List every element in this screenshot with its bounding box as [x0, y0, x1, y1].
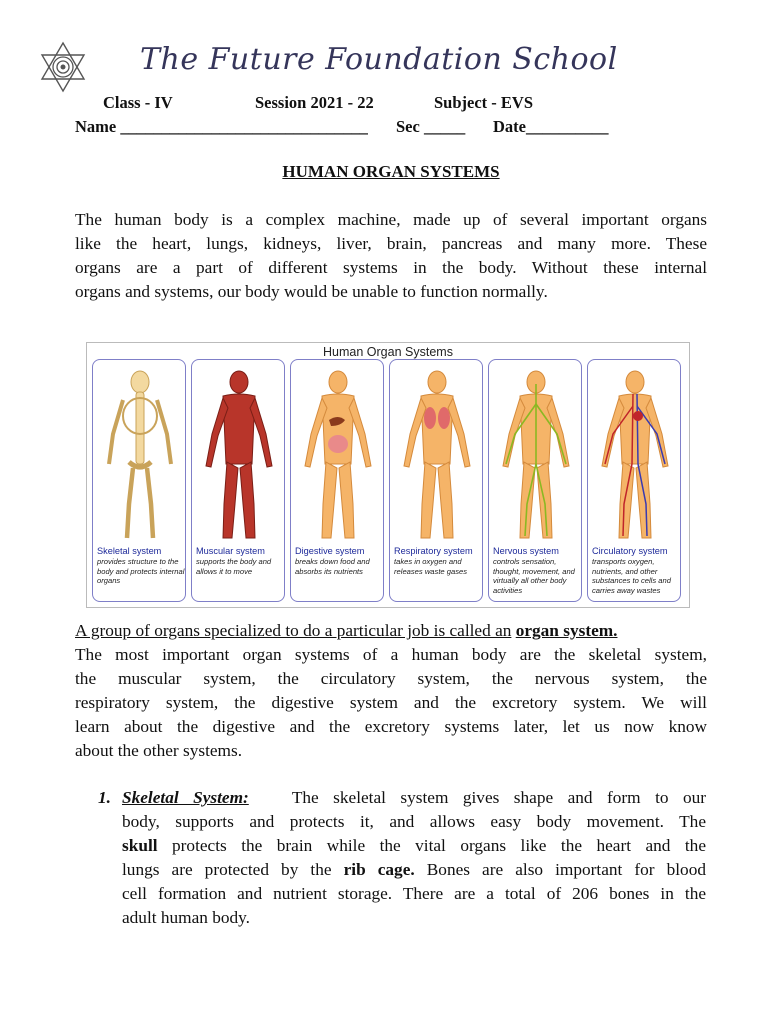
muscle-figure-icon: [192, 364, 285, 544]
panel-name: Skeletal system: [97, 546, 162, 556]
session-label: Session 2021 - 22: [255, 93, 374, 112]
panel-description: provides structure to the body and protects internal organs: [97, 557, 185, 586]
respiratory-figure-icon: [390, 364, 483, 544]
organ-systems-figure: [86, 342, 690, 608]
skeleton-figure-icon: [93, 364, 186, 544]
paragraph-line: about the other systems.: [75, 741, 243, 760]
subject-label: Subject - EVS: [434, 93, 534, 112]
nervous-figure-icon: [489, 364, 582, 544]
intro-line: like the heart, lungs, kidneys, liver, brain, pancreas and many more. These: [75, 234, 707, 253]
page-title: HUMAN ORGAN SYSTEMS: [282, 162, 500, 181]
school-name: The Future Foundation School: [140, 42, 618, 77]
rib-cage-term: rib cage.: [343, 860, 415, 879]
organ-system-definition: [75, 619, 707, 643]
panel-name: Respiratory system: [394, 546, 473, 556]
panel-description: takes in oxygen and releases waste gases: [394, 557, 468, 576]
panel-name: Nervous system: [493, 546, 559, 556]
respiratory-panel: [389, 359, 483, 602]
list-number: 1.: [98, 788, 111, 807]
digestive-figure-icon: [291, 364, 384, 544]
paragraph-line: the muscular system, the circulatory system, the nervous system, the: [75, 669, 707, 688]
skeletal-line: body, supports and protects it, and allows easy body movement. The: [122, 812, 706, 831]
panel-name: Digestive system: [295, 546, 365, 556]
skeletal-line: cell formation and nutrient storage. There are a total of 206 bones in the: [122, 884, 706, 903]
skeletal-heading: Skeletal System:: [122, 788, 249, 807]
nervous-panel: [488, 359, 582, 602]
section-field[interactable]: Sec _____: [396, 117, 466, 136]
panel-description: breaks down food and absorbs its nutrients: [295, 557, 370, 576]
panel-name: Muscular system: [196, 546, 265, 556]
skeletal-line: skull protects the brain while the vital organs like the heart and the: [122, 836, 706, 855]
paragraph-line: respiratory system, the digestive system and the excretory system. We will: [75, 693, 707, 712]
circulatory-panel: [587, 359, 681, 602]
skeletal-panel: [92, 359, 186, 602]
figure-title: Human Organ Systems: [323, 345, 453, 359]
intro-paragraph: [75, 208, 707, 304]
date-field[interactable]: Date__________: [493, 117, 609, 136]
skull-term: skull: [122, 836, 158, 855]
skeletal-line: lungs are protected by the rib cage. Bones are also important for blood: [122, 860, 706, 879]
organ-system-paragraph: [75, 619, 707, 763]
panel-description: transports oxygen, nutrients, and other substances to cells and carries away wastes: [592, 557, 671, 595]
school-logo-icon: [36, 40, 90, 94]
class-label: Class - IV: [103, 93, 173, 112]
name-field[interactable]: Name ______________________________: [75, 117, 368, 136]
intro-line: The human body is a complex machine, made up of several important organs: [75, 210, 707, 229]
organ-system-term: organ system.: [515, 621, 618, 640]
muscular-panel: [191, 359, 285, 602]
skeletal-line: adult human body.: [122, 908, 250, 927]
panel-description: controls sensation, thought, movement, and virtually all other body activities: [493, 557, 575, 595]
circulatory-figure-icon: [588, 364, 681, 544]
paragraph-line: learn about the digestive and the excretory systems later, let us now know: [75, 717, 707, 736]
skeletal-line: Skeletal System: The skeletal system gives shape and form to our: [122, 788, 706, 807]
intro-line: organs are a part of different systems in the body. Without these internal: [75, 258, 707, 277]
skeletal-system-item: [122, 786, 706, 930]
panel-name: Circulatory system: [592, 546, 668, 556]
intro-line: organs and systems, our body would be unable to function normally.: [75, 282, 548, 301]
paragraph-line: The most important organ systems of a human body are the skeletal system,: [75, 645, 707, 664]
digestive-panel: [290, 359, 384, 602]
definition-text: A group of organs specialized to do a particular job is called an: [75, 621, 512, 640]
panel-description: supports the body and allows it to move: [196, 557, 272, 576]
